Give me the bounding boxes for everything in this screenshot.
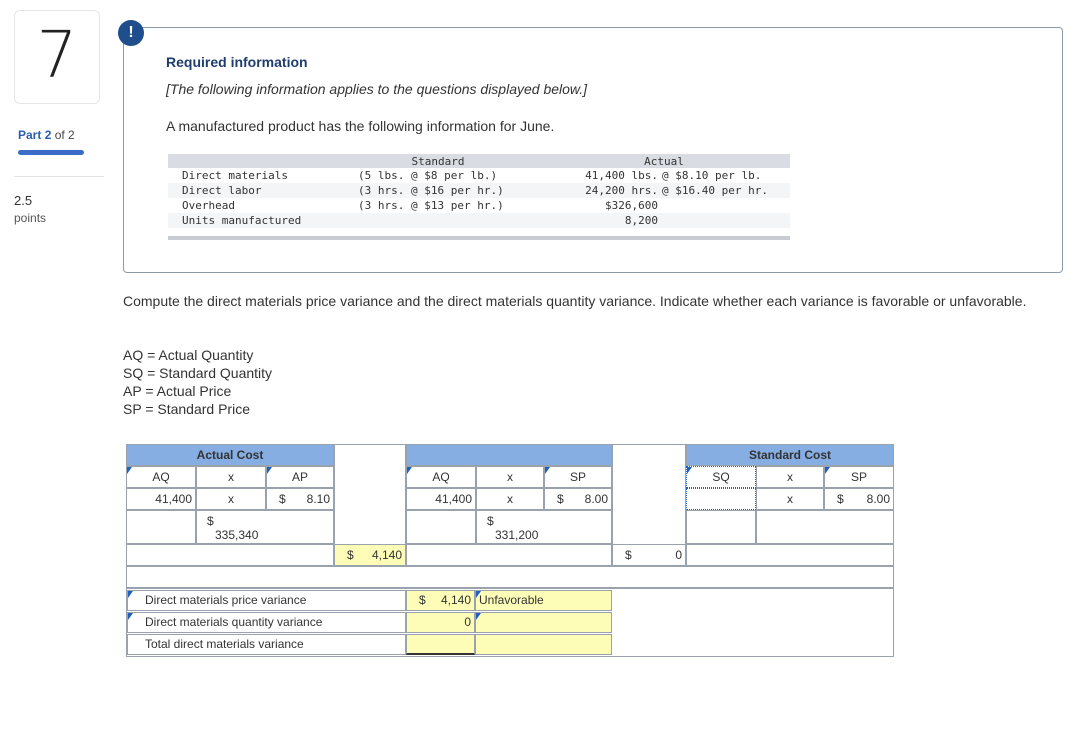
standard-sq-input[interactable] [686, 488, 756, 510]
row-standard [338, 213, 538, 228]
legend-aq: AQ = Actual Quantity [123, 347, 254, 363]
actual-ap-input[interactable] [266, 488, 334, 510]
gap-cell [612, 444, 686, 544]
row-actual-qty: 24,200 hrs. [538, 183, 658, 198]
table-row [168, 198, 790, 213]
actual-aq-input[interactable]: 41,400 [126, 488, 196, 510]
summary-amount-total[interactable] [406, 634, 475, 655]
quantity-variance-amount-cell[interactable] [612, 544, 686, 566]
abbreviation-legend [123, 346, 272, 418]
row-label: Units manufactured [168, 213, 338, 228]
summary-type-quantity[interactable] [475, 612, 612, 633]
variance-row-blank [406, 544, 612, 566]
actual-x-symbol: x [196, 488, 266, 510]
part-current: 2 [44, 128, 52, 142]
middle-total-blank [406, 510, 476, 544]
summary-type-price[interactable]: Unfavorable [475, 590, 612, 611]
actual-header: Actual [538, 154, 790, 168]
summary-price-dollar: $ [419, 593, 426, 607]
middle-sp-dollar: $ [557, 492, 564, 506]
middle-sp-label[interactable]: SP [544, 466, 612, 488]
required-info-intro: A manufactured product has the following information for June. [166, 118, 555, 134]
part-indicator [18, 128, 75, 142]
standard-x-symbol: x [756, 488, 824, 510]
variance-worksheet [126, 444, 894, 657]
points-value: 2.5 [14, 193, 33, 208]
row-standard: (3 hrs. @ $13 per hr.) [358, 199, 504, 212]
legend-sq: SQ = Standard Quantity [123, 365, 273, 381]
table-row [168, 213, 790, 228]
legend-ap: AP = Actual Price [123, 383, 232, 399]
standard-total-blank [686, 510, 756, 544]
middle-x-symbol: x [476, 488, 544, 510]
summary-label-total: Total direct materials variance [127, 634, 406, 655]
row-actual-price [658, 198, 790, 213]
standard-sp-label[interactable]: SP [824, 466, 894, 488]
required-info-subtitle: [The following information applies to the questions displayed below.] [166, 81, 588, 97]
actual-total-value: 335,340 [215, 528, 259, 542]
summary-label-quantity[interactable]: Direct materials quantity variance [127, 612, 406, 633]
summary-label-price[interactable]: Direct materials price variance [127, 590, 406, 611]
row-actual-qty: 8,200 [538, 213, 658, 228]
middle-total-cell[interactable] [476, 510, 612, 544]
middle-aq-input[interactable]: 41,400 [406, 488, 476, 510]
row-actual-price: @ $8.10 per lb. [662, 169, 762, 182]
standard-total-cell[interactable] [756, 510, 894, 544]
actual-total-dollar: $ [207, 514, 214, 528]
middle-sp-input[interactable] [544, 488, 612, 510]
standard-actual-table [168, 154, 790, 228]
standard-x-label: x [756, 466, 824, 488]
instructions-text: Compute the direct materials price variance and the direct materials quantity variance. Indicate whether each variance is favorable or unfavorable. [123, 293, 1027, 309]
row-actual-price: @ $16.40 per hr. [658, 183, 790, 198]
price-variance-dollar: $ [347, 548, 354, 562]
sidebar-divider [14, 176, 104, 177]
summary-price-value: 4,140 [440, 593, 471, 607]
row-standard: (3 hrs. @ $16 per hr.) [338, 183, 538, 198]
row-actual-qty: $326,600 [605, 199, 658, 212]
middle-header [406, 444, 612, 466]
spacer-row [126, 566, 894, 588]
required-info-title: Required information [166, 54, 308, 70]
variance-row-blank [126, 544, 334, 566]
table-row [168, 183, 790, 198]
row-label: Overhead [182, 199, 235, 212]
actual-total-blank [126, 510, 196, 544]
row-label: Direct materials [182, 169, 288, 182]
summary-amount-quantity[interactable] [406, 612, 475, 633]
standard-sp-value: 8.00 [866, 492, 890, 506]
middle-total-value: 331,200 [495, 528, 539, 542]
part-progress-bar [18, 150, 84, 155]
middle-total-dollar: $ [487, 514, 494, 528]
summary-quantity-value: 0 [464, 615, 471, 629]
variance-row-blank [686, 544, 894, 566]
table-row [168, 168, 790, 183]
alert-icon: ! [118, 20, 144, 46]
required-information-box [123, 27, 1063, 273]
actual-x-label: x [196, 466, 266, 488]
row-actual-price [658, 213, 790, 228]
standard-sp-input[interactable] [824, 488, 894, 510]
standard-sp-dollar: $ [837, 492, 844, 506]
quantity-variance-dollar: $ [625, 548, 632, 562]
part-label: Part [18, 128, 42, 142]
actual-ap-value: 8.10 [306, 492, 330, 506]
points-label: points [14, 211, 47, 225]
table-blank-header [168, 154, 338, 168]
summary-amount-price[interactable] [406, 590, 475, 611]
part-of: of 2 [54, 128, 75, 142]
price-variance-amount-cell[interactable] [334, 544, 406, 566]
middle-sp-value: 8.00 [584, 492, 608, 506]
gap-cell [334, 444, 406, 544]
standard-header: Standard [338, 154, 538, 168]
question-number: 7 [14, 10, 100, 104]
quantity-variance-value: 0 [675, 548, 682, 562]
actual-ap-label[interactable]: AP [266, 466, 334, 488]
standard-cost-header: Standard Cost [686, 444, 894, 466]
middle-x-label: x [476, 466, 544, 488]
actual-cost-header: Actual Cost [126, 444, 334, 466]
actual-aq-label[interactable]: AQ [126, 466, 196, 488]
actual-total-cell[interactable] [196, 510, 334, 544]
summary-type-total[interactable] [475, 634, 612, 655]
standard-sq-label[interactable]: SQ [686, 466, 756, 488]
actual-ap-dollar: $ [279, 492, 286, 506]
row-standard: (5 lbs. @ $8 per lb.) [358, 169, 498, 182]
legend-sp: SP = Standard Price [123, 401, 250, 417]
question-sidebar [0, 0, 104, 750]
price-variance-value: 4,140 [371, 548, 402, 562]
middle-aq-label[interactable]: AQ [406, 466, 476, 488]
table-bottom-rule [168, 236, 790, 240]
row-actual-qty: 41,400 lbs. [585, 169, 658, 182]
row-label: Direct labor [168, 183, 338, 198]
